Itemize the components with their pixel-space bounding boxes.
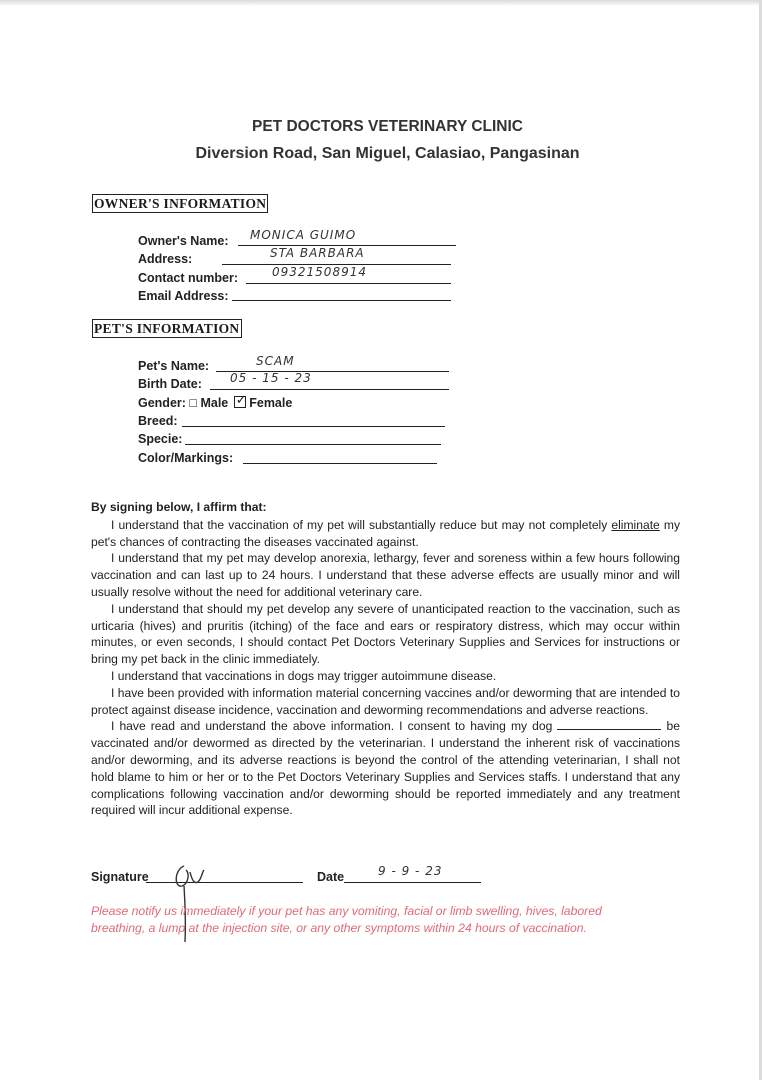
consent-paragraph-4: I understand that vaccinations in dogs may trigger autoimmune disease. — [111, 668, 497, 683]
gender-row — [138, 392, 293, 411]
consent-paragraph-2: I understand that my pet may develop anorexia, lethargy, fever and soreness within a few hours following vaccination and can last up to 24 hours. I understand that these adverse effects are usually minor and will usually resolve without the need for additional veterinary care. — [91, 551, 680, 599]
dog-name-blank[interactable] — [557, 719, 661, 730]
owner-name-value[interactable]: MONICA GUIMO — [250, 228, 357, 242]
address-value[interactable]: STA BARBARA — [270, 246, 365, 260]
clinic-name: PET DOCTORS VETERINARY CLINIC — [252, 118, 523, 135]
birth-date-line — [210, 389, 449, 390]
male-checkbox[interactable]: □ — [189, 396, 197, 410]
gender-label: Gender: — [138, 396, 186, 410]
address-label: Address: — [138, 252, 193, 266]
date-value[interactable]: 9 - 9 - 23 — [378, 864, 443, 878]
consent-text — [91, 499, 680, 819]
male-label: Male — [200, 396, 229, 410]
birth-date-value[interactable]: 05 - 15 - 23 — [230, 371, 312, 385]
consent-lead: By signing below, I affirm that: — [91, 500, 267, 514]
date-line — [344, 882, 481, 883]
scan-edge — [0, 0, 762, 6]
consent-paragraph-6: I have read and understand the above information. I consent to having my dog be vaccinated and/or dewormed as directed by the veterinarian. I understand the inherent risk of vaccinations and/or deworming, and its adverse reactions is beyond the control of the attending veterinarian, I shall not hold blame to him or her or to the Pet Doctors Veterinary Supplies and Services staffs. I understand that any complications following vaccination and/or deworming should be reported immediately and any treatment required will incur additional expense. — [91, 719, 680, 818]
clinic-address: Diversion Road, San Miguel, Calasiao, Pangasinan — [195, 145, 580, 162]
breed-line[interactable] — [182, 426, 445, 427]
owner-name-label: Owner's Name: — [138, 234, 229, 248]
consent-paragraph-1: I understand that the vaccination of my pet will substantially reduce but may not completely eliminate my pet's chances of contracting the diseases vaccinated against. — [91, 517, 680, 549]
pet-section-heading: PET'S INFORMATION — [94, 321, 240, 336]
contact-value[interactable]: 09321508914 — [272, 265, 367, 279]
pet-name-label: Pet's Name: — [138, 359, 210, 373]
post-vaccination-notice: Please notify us immediately if your pet has any vomiting, facial or limb swelling, hives, labored breathing, a lump at the injection site, or any other symptoms within 24 hours of vaccination. — [91, 904, 602, 935]
specie-line[interactable] — [185, 444, 441, 445]
date-label: Date — [317, 870, 345, 884]
consent-paragraph-5: I have been provided with information material concerning vaccines and/or deworming that are intended to protect against disease incidence, vaccination and deworming recommendations and adverse reactions. — [91, 685, 680, 717]
email-line[interactable] — [232, 300, 451, 301]
pet-name-value[interactable]: SCAM — [256, 354, 295, 368]
check-icon: ✓ — [235, 392, 247, 407]
contact-label: Contact number: — [138, 271, 238, 285]
owner-section-heading: OWNER'S INFORMATION — [94, 196, 267, 211]
signature-label: Signature — [91, 870, 149, 884]
contact-line — [246, 283, 451, 284]
email-label: Email Address: — [138, 289, 229, 303]
female-checkbox[interactable] — [234, 392, 247, 408]
female-label: Female — [249, 396, 293, 410]
birth-date-label: Birth Date: — [138, 377, 202, 391]
specie-label: Specie: — [138, 432, 183, 446]
consent-paragraph-3: I understand that should my pet develop any severe of unanticipated reaction to the vaccination, such as urticaria (hives) and pruritis (itching) of the face and ears or respiratory distress, which may occur within minutes, or even seconds, I should contact Pet Doctors Veterinary Supplies and Services for instructions or bring my pet back in the clinic immediately. — [91, 601, 680, 667]
color-markings-line[interactable] — [243, 463, 437, 464]
breed-label: Breed: — [138, 414, 178, 428]
color-markings-label: Color/Markings: — [138, 451, 234, 465]
